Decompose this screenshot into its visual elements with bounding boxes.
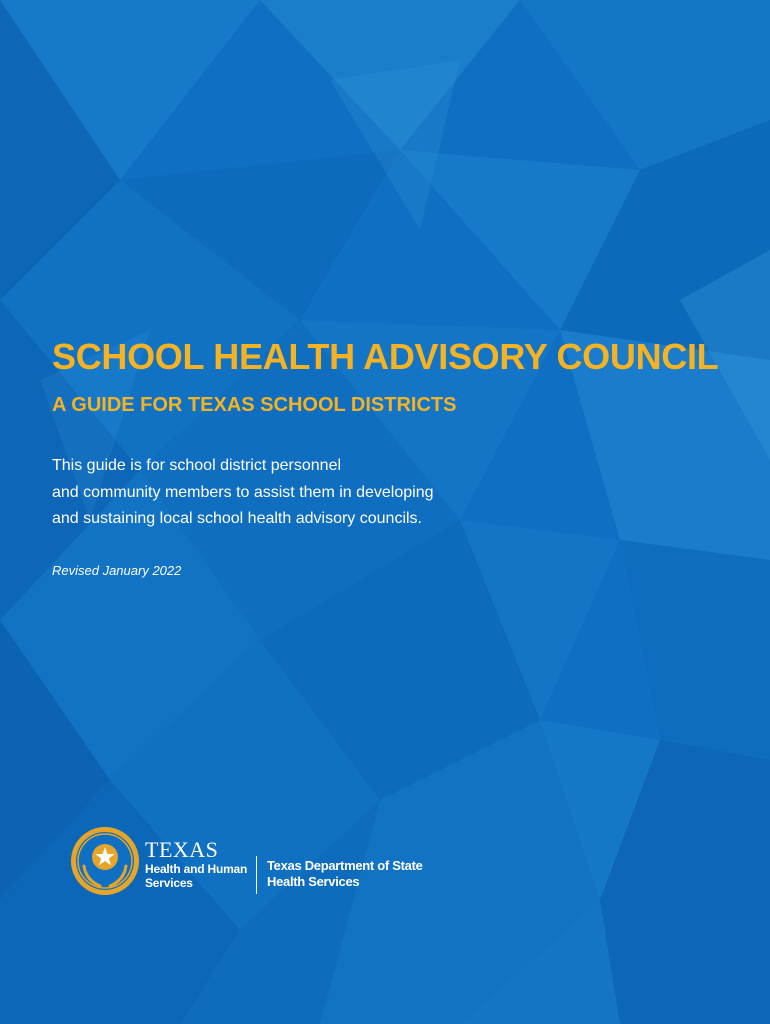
dshs-logo-text	[267, 858, 423, 890]
revision-date: Revised January 2022	[52, 563, 182, 578]
document-title: SCHOOL HEALTH ADVISORY COUNCIL	[52, 336, 719, 377]
description-line: and sustaining local school health advisory councils.	[52, 510, 422, 527]
description-line: This guide is for school district personnel	[52, 457, 342, 474]
agency-logos	[70, 826, 450, 898]
texas-seal-icon	[70, 826, 140, 896]
dshs-logo-line: Health Services	[267, 874, 360, 889]
hhs-logo-line: Health and Human	[145, 862, 248, 876]
dshs-logo-line: Texas Department of State	[267, 858, 423, 873]
document-subtitle: A GUIDE FOR TEXAS SCHOOL DISTRICTS	[52, 394, 457, 416]
description	[52, 453, 572, 533]
hhs-logo-line: Services	[145, 876, 193, 890]
hhs-logo-text	[145, 838, 247, 890]
description-line: and community members to assist them in developing	[52, 483, 434, 501]
hhs-logo-texas: TEXAS	[145, 837, 219, 862]
logo-divider	[256, 856, 257, 894]
